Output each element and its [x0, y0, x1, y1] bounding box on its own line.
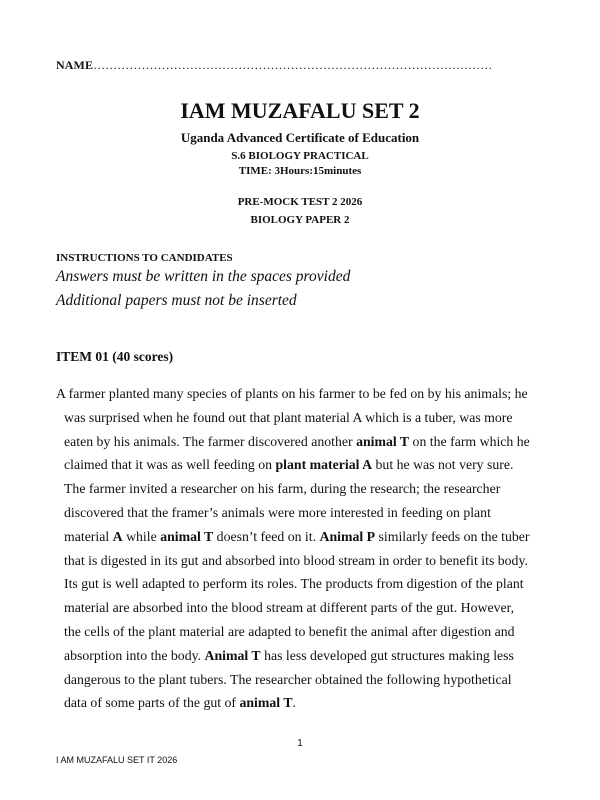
- bold-term: animal T: [239, 695, 293, 711]
- bold-term: A: [112, 528, 123, 544]
- text-run: material are absorbed into the blood stream at different parts of the gut. However,: [64, 600, 515, 616]
- text-run: Its gut is well adapted to perform its roles. The products from digestion of the plant: [64, 576, 524, 592]
- name-label: NAME: [56, 58, 94, 72]
- text-run: was surprised when he found out that plant material A which is a tuber, was more: [64, 409, 513, 425]
- text-run: data of some parts of the gut of: [64, 695, 240, 711]
- text-run: The farmer invited a researcher on his farm, during the research; the researcher: [64, 481, 501, 497]
- bold-term: Animal T: [204, 647, 261, 663]
- text-run: discovered that the framer’s animals were more interested in feeding on plant: [64, 504, 491, 520]
- paragraph-line: [56, 382, 576, 406]
- paragraph-line: [56, 406, 576, 430]
- text-run: absorption into the body.: [64, 647, 205, 663]
- page-footer: I AM MUZAFALU SET IT 2026: [56, 755, 178, 765]
- text-run: the cells of the plant material are adapted to benefit the animal after digestion and: [64, 623, 515, 639]
- bold-term: Animal P: [319, 528, 376, 544]
- text-run: A farmer planted many species of plants on his farmer to be fed on by his animals; he: [56, 386, 528, 401]
- text-run: similarly feeds on the tuber: [375, 528, 530, 544]
- paragraph-line: [56, 525, 576, 549]
- paragraph-line: [56, 501, 576, 525]
- paragraph-line: [56, 620, 576, 644]
- text-run: eaten by his animals. The farmer discovered another: [64, 433, 357, 449]
- paragraph-line: [56, 572, 576, 596]
- paragraph-line: [56, 691, 576, 715]
- text-run: has less developed gut structures making less: [260, 647, 514, 663]
- bold-term: plant material A: [275, 457, 373, 473]
- paragraph-line: [56, 596, 576, 620]
- exam-title: IAM MUZAFALU SET 2: [180, 98, 420, 123]
- item-heading: ITEM 01 (40 scores): [56, 349, 174, 364]
- exam-time: TIME: 3Hours:15minutes: [238, 165, 362, 177]
- text-run: but he was not very sure.: [372, 457, 514, 473]
- paragraph-line: [56, 430, 576, 454]
- name-blank-line: ………………………………………………………………………………………: [93, 58, 493, 72]
- paper-name: BIOLOGY PAPER 2: [250, 214, 350, 226]
- item-paragraph: [56, 382, 576, 715]
- text-run: while: [122, 528, 161, 544]
- text-run: doesn’t feed on it.: [213, 528, 320, 544]
- bold-term: animal T: [356, 433, 410, 449]
- paragraph-line: [56, 477, 576, 501]
- exam-board: Uganda Advanced Certificate of Education: [180, 130, 420, 145]
- bold-term: animal T: [160, 528, 214, 544]
- instruction-item: Additional papers must not be inserted: [56, 292, 297, 309]
- name-field: [56, 58, 492, 73]
- paragraph-line: [56, 549, 576, 573]
- text-run: .: [292, 695, 296, 711]
- paragraph-line: [56, 668, 576, 692]
- paragraph-line: [56, 453, 576, 477]
- text-run: dangerous to the plant tubers. The researcher obtained the following hypothetical: [64, 671, 512, 687]
- instructions-heading: INSTRUCTIONS TO CANDIDATES: [56, 252, 233, 264]
- test-name: PRE-MOCK TEST 2 2026: [237, 196, 363, 208]
- text-run: claimed that it was as well feeding on: [64, 457, 276, 473]
- paper-code: S.6 BIOLOGY PRACTICAL: [231, 150, 369, 162]
- text-run: that is digested in its gut and absorbed into blood stream in order to benefit its body.: [64, 552, 528, 568]
- instruction-item: Answers must be written in the spaces provided: [56, 268, 351, 285]
- text-run: on the farm which he: [409, 433, 530, 449]
- paragraph-line: [56, 644, 576, 668]
- page-number: 1: [297, 738, 303, 749]
- text-run: material: [64, 528, 113, 544]
